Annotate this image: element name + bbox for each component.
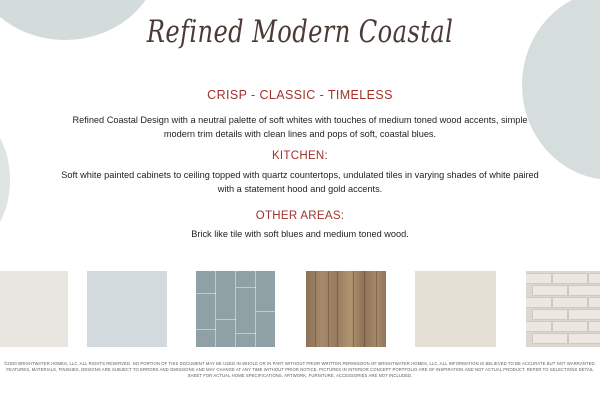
kitchen-heading: KITCHEN: <box>271 150 329 162</box>
decorative-circle-mid-left <box>0 120 10 240</box>
medium-wood-swatch <box>306 271 386 347</box>
tagline: CRISP - CLASSIC - TIMELESS <box>207 88 393 102</box>
other-areas-paragraph: Brick like tile with soft blues and medium toned wood. <box>191 229 409 239</box>
soft-blue-swatch <box>87 271 167 347</box>
page-title: Refined Modern Coastal <box>146 14 454 50</box>
warm-white-swatch <box>415 271 496 347</box>
blue-glass-tile-swatch <box>196 271 275 347</box>
brick-tile-swatch <box>526 271 600 347</box>
other-areas-heading: OTHER AREAS: <box>255 210 345 222</box>
legal-disclaimer: ©2020 BRIGHTWATER HOMES, LLC. ALL RIGHTS RESERVED. NO PORTION OF THIS DOCUMENT MAY BE USED IN WHOLE OR IN PART WITHOUT PRIOR WRITTEN PERMISSION OF BRIGHTWATER HOMES, LLC. ALL INFORMATION IS BELIEVED TO BE ACCURATE BUT NOT WARRANTED. FEATURES, MATERIALS, FINISHES, DESIGNS ARE SUBJECT TO ERRORS AND OMISSIONS AND MAY CHANGE AT ANY TIME WITHOUT PRIOR NOTICE. PICTURES IN INTERIOR CONCEPT PORTFOLIO ARE OF INSPIRATION AND NOT ACTUAL PRODUCT. REFER TO SELECTIONS DETAIL SHEET FOR ACTUAL HOME SPECIFICATIONS. ARTWORK, FURNITURE, ACCESSORIES ARE NOT INCLUDED. <box>4 361 596 378</box>
kitchen-paragraph: Soft white painted cabinets to ceiling topped with quartz countertops, undulated tiles in varying shades of white paired with a statement hood and gold accents. <box>61 170 539 194</box>
soft-white-swatch <box>0 271 68 347</box>
intro-paragraph: Refined Coastal Design with a neutral palette of soft whites with touches of medium toned wood accents, simple modern trim details with clean lines and pops of soft, coastal blues. <box>72 115 528 139</box>
